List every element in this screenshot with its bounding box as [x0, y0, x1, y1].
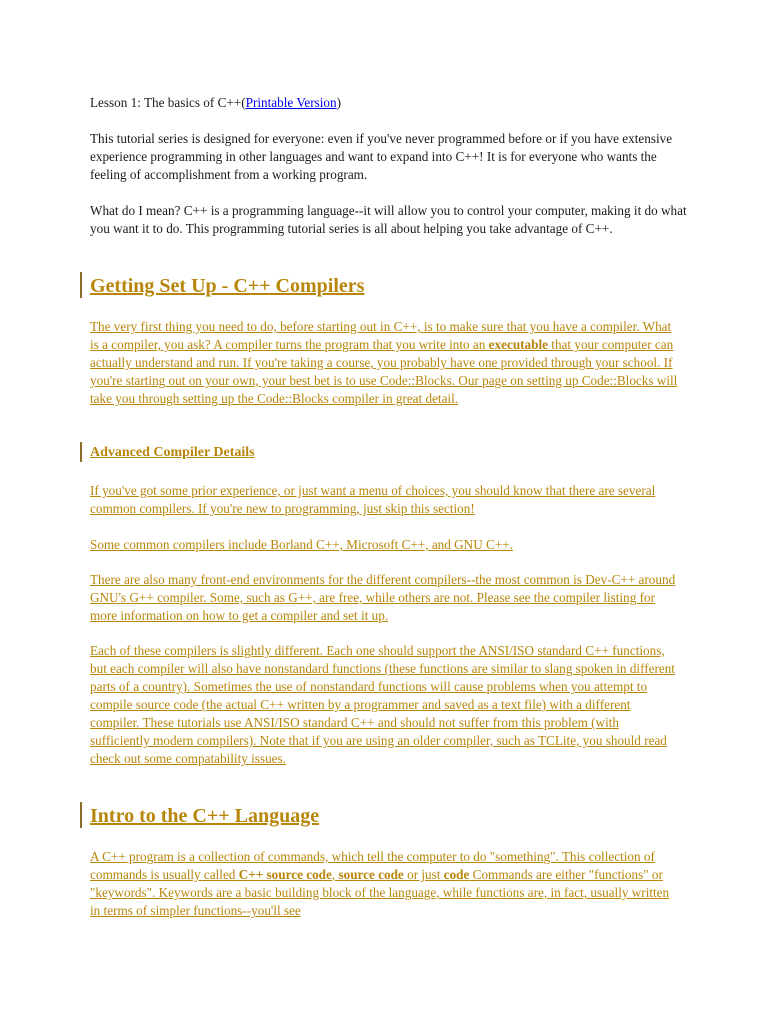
intro-language-text-a: A C++ program is a collection of commands, which tell the computer to do "something". This collection of commands is usually called [90, 849, 655, 882]
heading-intro-to-cpp[interactable]: Intro to the C++ Language [90, 805, 320, 827]
advanced-paragraph-4[interactable]: Each of these compilers is slightly different. Each one should support the ANSI/ISO standard C++ functions, but each compiler will also have nonstandard functions (these functions are similar to slang spoken in different parts of a country). Sometimes the use of nonstandard functions will cause problems when you attempt to compile source code (the actual C++ written by a programmer and saved as a text file) with a different compiler. These tutorials use ANSI/ISO standard C++ and should not suffer from this problem (with sufficiently modern compilers). Note that if you are using an older compiler, such as TCLite, you should read check out some compatability issues. [90, 643, 675, 766]
intro-language-paragraph[interactable] [90, 848, 670, 920]
cpp-source-code-term: C++ source code [238, 867, 332, 882]
heading-getting-set-up[interactable]: Getting Set Up - C++ Compilers [90, 275, 365, 297]
section-bar [80, 802, 82, 828]
printable-version-link[interactable]: Printable Version [245, 95, 337, 110]
lesson-title: Lesson 1: The basics of C++( [90, 95, 246, 110]
intro-language-mid: or just [403, 867, 444, 882]
compiler-intro-text-a: The very first thing you need to do, before starting out in C++, is to make sure that you have a compiler. What is a compiler, you ask? A compiler turns the program that you write into an [90, 319, 672, 352]
code-term: code [443, 867, 470, 882]
compiler-intro-text-b: that your computer can actually understand and run. If you're taking a course, you probably have one provided through your school. If you're starting out on your own, your best bet is to use Code::Blocks. Our page on setting up Code::Blocks will take you through setting up the Code::Blocks compiler in great detail. [90, 337, 678, 406]
compiler-intro-paragraph[interactable] [90, 318, 682, 408]
lesson-title-close: ) [336, 95, 342, 110]
source-code-term: source code [338, 867, 404, 882]
executable-term: executable [488, 337, 548, 352]
advanced-paragraph-1[interactable]: If you've got some prior experience, or just want a menu of choices, you should know that there are several common compilers. If you're new to programming, just skip this section! [90, 483, 656, 516]
intro-language-text-b: Commands are either "functions" or "keywords". Keywords are a basic building block of the language, while functions are, in fact, usually written in terms of simpler functions--you'll see [90, 867, 670, 918]
intro-language-sep: , [331, 867, 339, 882]
heading-advanced-compiler-details[interactable]: Advanced Compiler Details [90, 445, 255, 460]
advanced-paragraph-3[interactable]: There are also many front-end environments for the different compilers--the most common is Dev-C++ around GNU's G++ compiler. Some, such as G++, are free, while others are not. Please see the compiler listing for more information on how to get a compiler and set it up. [90, 572, 676, 623]
advanced-paragraph-2[interactable]: Some common compilers include Borland C++, Microsoft C++, and GNU C++. [90, 537, 513, 552]
intro-paragraph-1: This tutorial series is designed for everyone: even if you've never programmed before or if you have extensive experience programming in other languages and want to expand into C++! It is for everyone who wants the feeling of accomplishment from a working program. [90, 131, 673, 182]
section-bar [80, 272, 82, 298]
section-bar [80, 442, 82, 462]
lesson-title-line [90, 94, 690, 112]
intro-paragraph-2: What do I mean? C++ is a programming language--it will allow you to control your computer, making it do what you want it to do. This programming tutorial series is all about helping you take advantage of C++. [90, 203, 687, 236]
